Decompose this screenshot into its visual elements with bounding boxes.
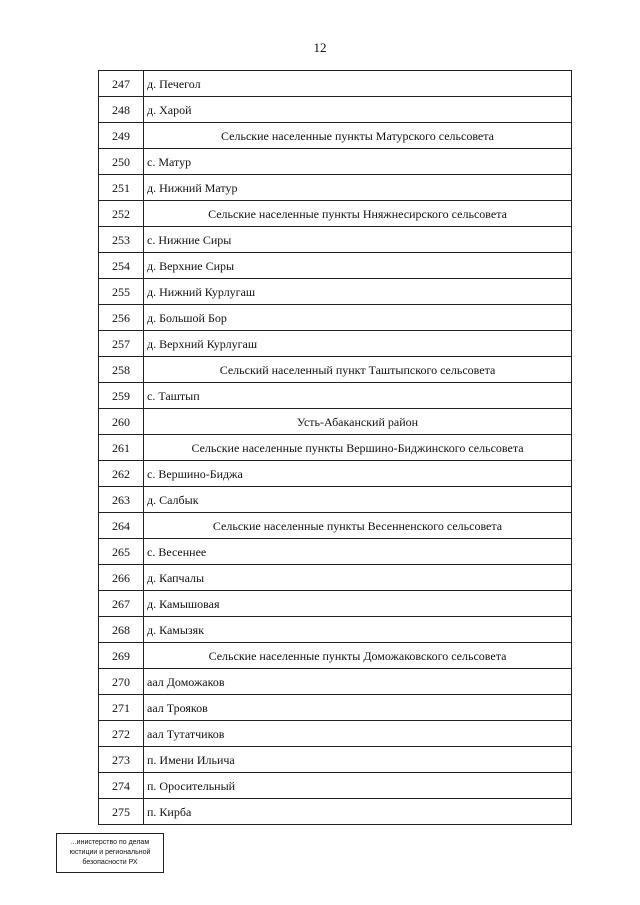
table-row	[99, 175, 572, 201]
row-number: 251	[99, 175, 144, 201]
page-number: 12	[313, 40, 327, 55]
settlement-name: с. Таштып	[144, 383, 572, 409]
section-heading-row	[99, 409, 572, 435]
row-number: 271	[99, 695, 144, 721]
settlement-name: п. Оросительный	[144, 773, 572, 799]
row-number: 256	[99, 305, 144, 331]
row-number: 266	[99, 565, 144, 591]
row-number: 255	[99, 279, 144, 305]
row-number: 262	[99, 461, 144, 487]
settlement-name: д. Верхний Курлугаш	[144, 331, 572, 357]
row-number: 249	[99, 123, 144, 149]
row-number: 247	[99, 71, 144, 97]
table-row	[99, 695, 572, 721]
table-row	[99, 71, 572, 97]
section-heading-row	[99, 435, 572, 461]
section-heading-row	[99, 513, 572, 539]
row-number: 274	[99, 773, 144, 799]
row-number: 263	[99, 487, 144, 513]
settlement-name: аал Тутатчиков	[144, 721, 572, 747]
table-row	[99, 227, 572, 253]
row-number: 254	[99, 253, 144, 279]
row-number: 250	[99, 149, 144, 175]
settlement-name: с. Весеннее	[144, 539, 572, 565]
row-number: 260	[99, 409, 144, 435]
row-number: 259	[99, 383, 144, 409]
settlement-name: д. Печегол	[144, 71, 572, 97]
settlement-name: аал Доможаков	[144, 669, 572, 695]
row-number: 265	[99, 539, 144, 565]
stamp-line: ...инистерство по делам	[70, 839, 150, 846]
table-row	[99, 279, 572, 305]
table-row	[99, 591, 572, 617]
table-row	[99, 617, 572, 643]
settlement-name: д. Нижний Курлугаш	[144, 279, 572, 305]
settlement-name: аал Трояков	[144, 695, 572, 721]
settlement-name: д. Верхние Сиры	[144, 253, 572, 279]
row-number: 248	[99, 97, 144, 123]
row-number: 252	[99, 201, 144, 227]
table-row	[99, 669, 572, 695]
section-heading-row	[99, 643, 572, 669]
table-row	[99, 773, 572, 799]
section-heading-row	[99, 201, 572, 227]
stamp-line: юстиции и региональной	[69, 849, 151, 856]
table-row	[99, 383, 572, 409]
settlement-name: п. Кирба	[144, 799, 572, 825]
row-number: 261	[99, 435, 144, 461]
row-number: 273	[99, 747, 144, 773]
row-number: 264	[99, 513, 144, 539]
row-number: 253	[99, 227, 144, 253]
settlement-name: д. Харой	[144, 97, 572, 123]
section-heading-row	[99, 123, 572, 149]
settlement-name: д. Камызяк	[144, 617, 572, 643]
row-number: 275	[99, 799, 144, 825]
settlement-name: с. Вершино-Биджа	[144, 461, 572, 487]
table-row	[99, 331, 572, 357]
table-row	[99, 97, 572, 123]
settlement-name: д. Салбык	[144, 487, 572, 513]
row-number: 269	[99, 643, 144, 669]
table-body	[99, 71, 572, 825]
settlement-name: с. Нижние Сиры	[144, 227, 572, 253]
section-heading: Усть-Абаканский район	[144, 409, 572, 435]
section-heading-row	[99, 357, 572, 383]
table-row	[99, 461, 572, 487]
section-heading: Сельские населенные пункты Весенненского сельсовета	[144, 513, 572, 539]
settlement-name: с. Матур	[144, 149, 572, 175]
settlement-name: п. Имени Ильича	[144, 747, 572, 773]
row-number: 270	[99, 669, 144, 695]
row-number: 268	[99, 617, 144, 643]
table-row	[99, 565, 572, 591]
table-row	[99, 305, 572, 331]
settlement-name: д. Нижний Матур	[144, 175, 572, 201]
settlements-table	[98, 70, 572, 825]
registration-stamp	[56, 833, 164, 873]
table-row	[99, 539, 572, 565]
table-row	[99, 721, 572, 747]
section-heading: Сельские населенные пункты Матурского сельсовета	[144, 123, 572, 149]
section-heading: Сельский населенный пункт Таштыпского сельсовета	[144, 357, 572, 383]
table-row	[99, 747, 572, 773]
row-number: 267	[99, 591, 144, 617]
table-row	[99, 487, 572, 513]
table-row	[99, 253, 572, 279]
settlement-name: д. Капчалы	[144, 565, 572, 591]
table-row	[99, 149, 572, 175]
section-heading: Сельские населенные пункты Нняжнесирского сельсовета	[144, 201, 572, 227]
stamp-line: безопасности РХ	[82, 859, 138, 866]
section-heading: Сельские населенные пункты Доможаковского сельсовета	[144, 643, 572, 669]
table-row	[99, 799, 572, 825]
settlement-name: д. Камышовая	[144, 591, 572, 617]
settlement-name: д. Большой Бор	[144, 305, 572, 331]
row-number: 257	[99, 331, 144, 357]
section-heading: Сельские населенные пункты Вершино-Биджинского сельсовета	[144, 435, 572, 461]
row-number: 272	[99, 721, 144, 747]
row-number: 258	[99, 357, 144, 383]
